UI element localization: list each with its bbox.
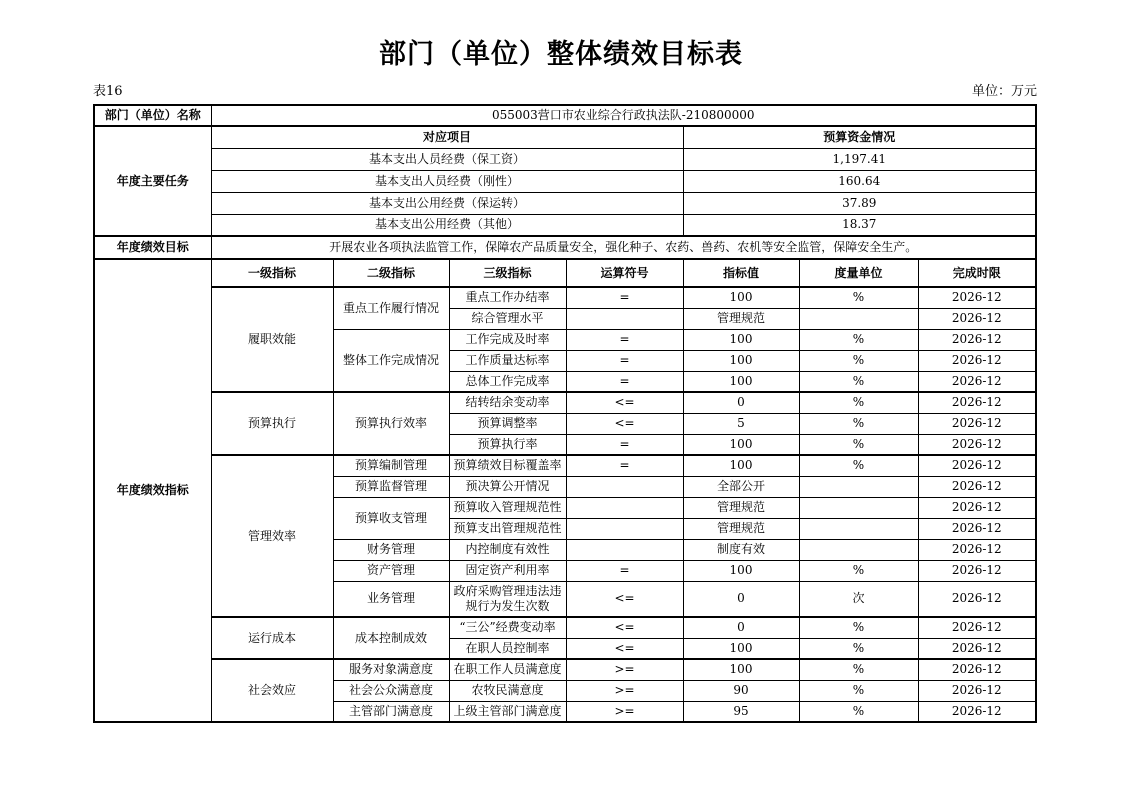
operator: >= [566,701,683,722]
completion-deadline: 2026-12 [918,371,1036,392]
completion-deadline: 2026-12 [918,539,1036,560]
annual-tasks-label: 年度主要任务 [94,126,211,236]
level2-indicator: 服务对象满意度 [333,659,449,680]
measure-unit: % [799,455,918,476]
completion-deadline: 2026-12 [918,617,1036,638]
column-header-unit: 度量单位 [799,259,918,287]
task-amount: 160.64 [683,170,1036,192]
measure-unit [799,497,918,518]
column-header-value: 指标值 [683,259,799,287]
indicator-value: 0 [683,617,799,638]
level1-indicator: 社会效应 [211,659,333,722]
operator: = [566,560,683,581]
completion-deadline: 2026-12 [918,680,1036,701]
indicator-value: 100 [683,638,799,659]
completion-deadline: 2026-12 [918,392,1036,413]
measure-unit [799,308,918,329]
level1-indicator: 管理效率 [211,455,333,617]
operator: = [566,350,683,371]
indicator-value: 100 [683,371,799,392]
completion-deadline: 2026-12 [918,455,1036,476]
operator: = [566,434,683,455]
indicator-value: 0 [683,392,799,413]
unit-note: 单位：万元 [971,84,1037,99]
level2-indicator: 社会公众满意度 [333,680,449,701]
level3-indicator: 工作完成及时率 [449,329,566,350]
annual-goal-label: 年度绩效目标 [94,236,211,259]
operator: = [566,329,683,350]
indicator-value: 100 [683,659,799,680]
dept-name-label: 部门（单位）名称 [94,105,211,126]
indicator-value: 管理规范 [683,497,799,518]
task-item: 基本支出公用经费（其他） [211,214,683,236]
level3-indicator: 政府采购管理违法违规行为发生次数 [449,581,566,617]
level1-indicator: 预算执行 [211,392,333,455]
level3-indicator: 总体工作完成率 [449,371,566,392]
level1-indicator: 运行成本 [211,617,333,659]
operator: <= [566,617,683,638]
completion-deadline: 2026-12 [918,329,1036,350]
task-item: 基本支出人员经费（刚性） [211,170,683,192]
level3-indicator: 预算调整率 [449,413,566,434]
indicator-value: 100 [683,329,799,350]
annual-goal-text: 开展农业各项执法监管工作，保障农产品质量安全，强化种子、农药、兽药、农机等安全监管，保障安全生产。 [211,236,1036,259]
operator: = [566,371,683,392]
measure-unit: % [799,413,918,434]
operator: <= [566,638,683,659]
level2-indicator: 预算监督管理 [333,476,449,497]
measure-unit [799,539,918,560]
level3-indicator: 结转结余变动率 [449,392,566,413]
column-header-level1: 一级指标 [211,259,333,287]
level2-indicator: 预算执行效率 [333,392,449,455]
indicator-value: 100 [683,455,799,476]
level2-indicator: 主管部门满意度 [333,701,449,722]
operator [566,518,683,539]
operator [566,476,683,497]
level2-indicator: 业务管理 [333,581,449,617]
completion-deadline: 2026-12 [918,308,1036,329]
measure-unit: % [799,638,918,659]
completion-deadline: 2026-12 [918,350,1036,371]
level2-indicator: 资产管理 [333,560,449,581]
performance-target-table [93,104,1037,723]
level2-indicator: 预算编制管理 [333,455,449,476]
tasks-col-header-budget: 预算资金情况 [683,126,1036,148]
measure-unit [799,476,918,497]
completion-deadline: 2026-12 [918,560,1036,581]
indicator-value: 100 [683,560,799,581]
page-title: 部门（单位）整体绩效目标表 [379,39,743,70]
measure-unit: % [799,434,918,455]
level3-indicator: 综合管理水平 [449,308,566,329]
operator: <= [566,581,683,617]
indicator-value: 100 [683,287,799,308]
level3-indicator: 预算绩效目标覆盖率 [449,455,566,476]
operator [566,539,683,560]
column-header-level2: 二级指标 [333,259,449,287]
indicators-label: 年度绩效指标 [94,259,211,722]
indicator-value: 全部公开 [683,476,799,497]
level3-indicator: 在职人员控制率 [449,638,566,659]
operator: <= [566,392,683,413]
level3-indicator: 工作质量达标率 [449,350,566,371]
tasks-col-header-item: 对应项目 [211,126,683,148]
measure-unit: % [799,617,918,638]
level3-indicator: 预算支出管理规范性 [449,518,566,539]
level2-indicator: 预算收支管理 [333,497,449,539]
measure-unit: % [799,350,918,371]
level2-indicator: 重点工作履行情况 [333,287,449,329]
operator: >= [566,680,683,701]
level2-indicator: 财务管理 [333,539,449,560]
completion-deadline: 2026-12 [918,659,1036,680]
level3-indicator: 固定资产利用率 [449,560,566,581]
completion-deadline: 2026-12 [918,476,1036,497]
measure-unit: % [799,680,918,701]
operator: >= [566,659,683,680]
completion-deadline: 2026-12 [918,497,1036,518]
table-number: 表16 [93,84,123,99]
indicator-value: 管理规范 [683,518,799,539]
completion-deadline: 2026-12 [918,287,1036,308]
operator: = [566,455,683,476]
measure-unit: % [799,560,918,581]
task-item: 基本支出公用经费（保运转） [211,192,683,214]
measure-unit [799,518,918,539]
completion-deadline: 2026-12 [918,434,1036,455]
task-amount: 1,197.41 [683,148,1036,170]
indicator-value: 5 [683,413,799,434]
column-header-deadline: 完成时限 [918,259,1036,287]
indicator-value: 制度有效 [683,539,799,560]
completion-deadline: 2026-12 [918,518,1036,539]
level3-indicator: 预算执行率 [449,434,566,455]
level3-indicator: 重点工作办结率 [449,287,566,308]
level3-indicator: 农牧民满意度 [449,680,566,701]
level3-indicator: 预决算公开情况 [449,476,566,497]
level3-indicator: “三公”经费变动率 [449,617,566,638]
indicator-value: 管理规范 [683,308,799,329]
measure-unit: % [799,287,918,308]
level3-indicator: 内控制度有效性 [449,539,566,560]
operator: = [566,287,683,308]
operator: <= [566,413,683,434]
level3-indicator: 预算收入管理规范性 [449,497,566,518]
level3-indicator: 上级主管部门满意度 [449,701,566,722]
measure-unit: % [799,329,918,350]
operator [566,308,683,329]
indicator-value: 0 [683,581,799,617]
level2-indicator: 成本控制成效 [333,617,449,659]
meta-row [93,80,1037,99]
completion-deadline: 2026-12 [918,413,1036,434]
column-header-level3: 三级指标 [449,259,566,287]
completion-deadline: 2026-12 [918,581,1036,617]
column-header-operator: 运算符号 [566,259,683,287]
measure-unit: % [799,701,918,722]
level3-indicator: 在职工作人员满意度 [449,659,566,680]
indicator-value: 95 [683,701,799,722]
indicator-value: 100 [683,350,799,371]
measure-unit: % [799,659,918,680]
operator [566,497,683,518]
level1-indicator: 履职效能 [211,287,333,392]
task-item: 基本支出人员经费（保工资） [211,148,683,170]
measure-unit: % [799,392,918,413]
indicator-value: 100 [683,434,799,455]
dept-name-value: 055003营口市农业综合行政执法队-210800000 [211,105,1036,126]
measure-unit: 次 [799,581,918,617]
completion-deadline: 2026-12 [918,701,1036,722]
task-amount: 18.37 [683,214,1036,236]
measure-unit: % [799,371,918,392]
task-amount: 37.89 [683,192,1036,214]
level2-indicator: 整体工作完成情况 [333,329,449,392]
completion-deadline: 2026-12 [918,638,1036,659]
indicator-value: 90 [683,680,799,701]
